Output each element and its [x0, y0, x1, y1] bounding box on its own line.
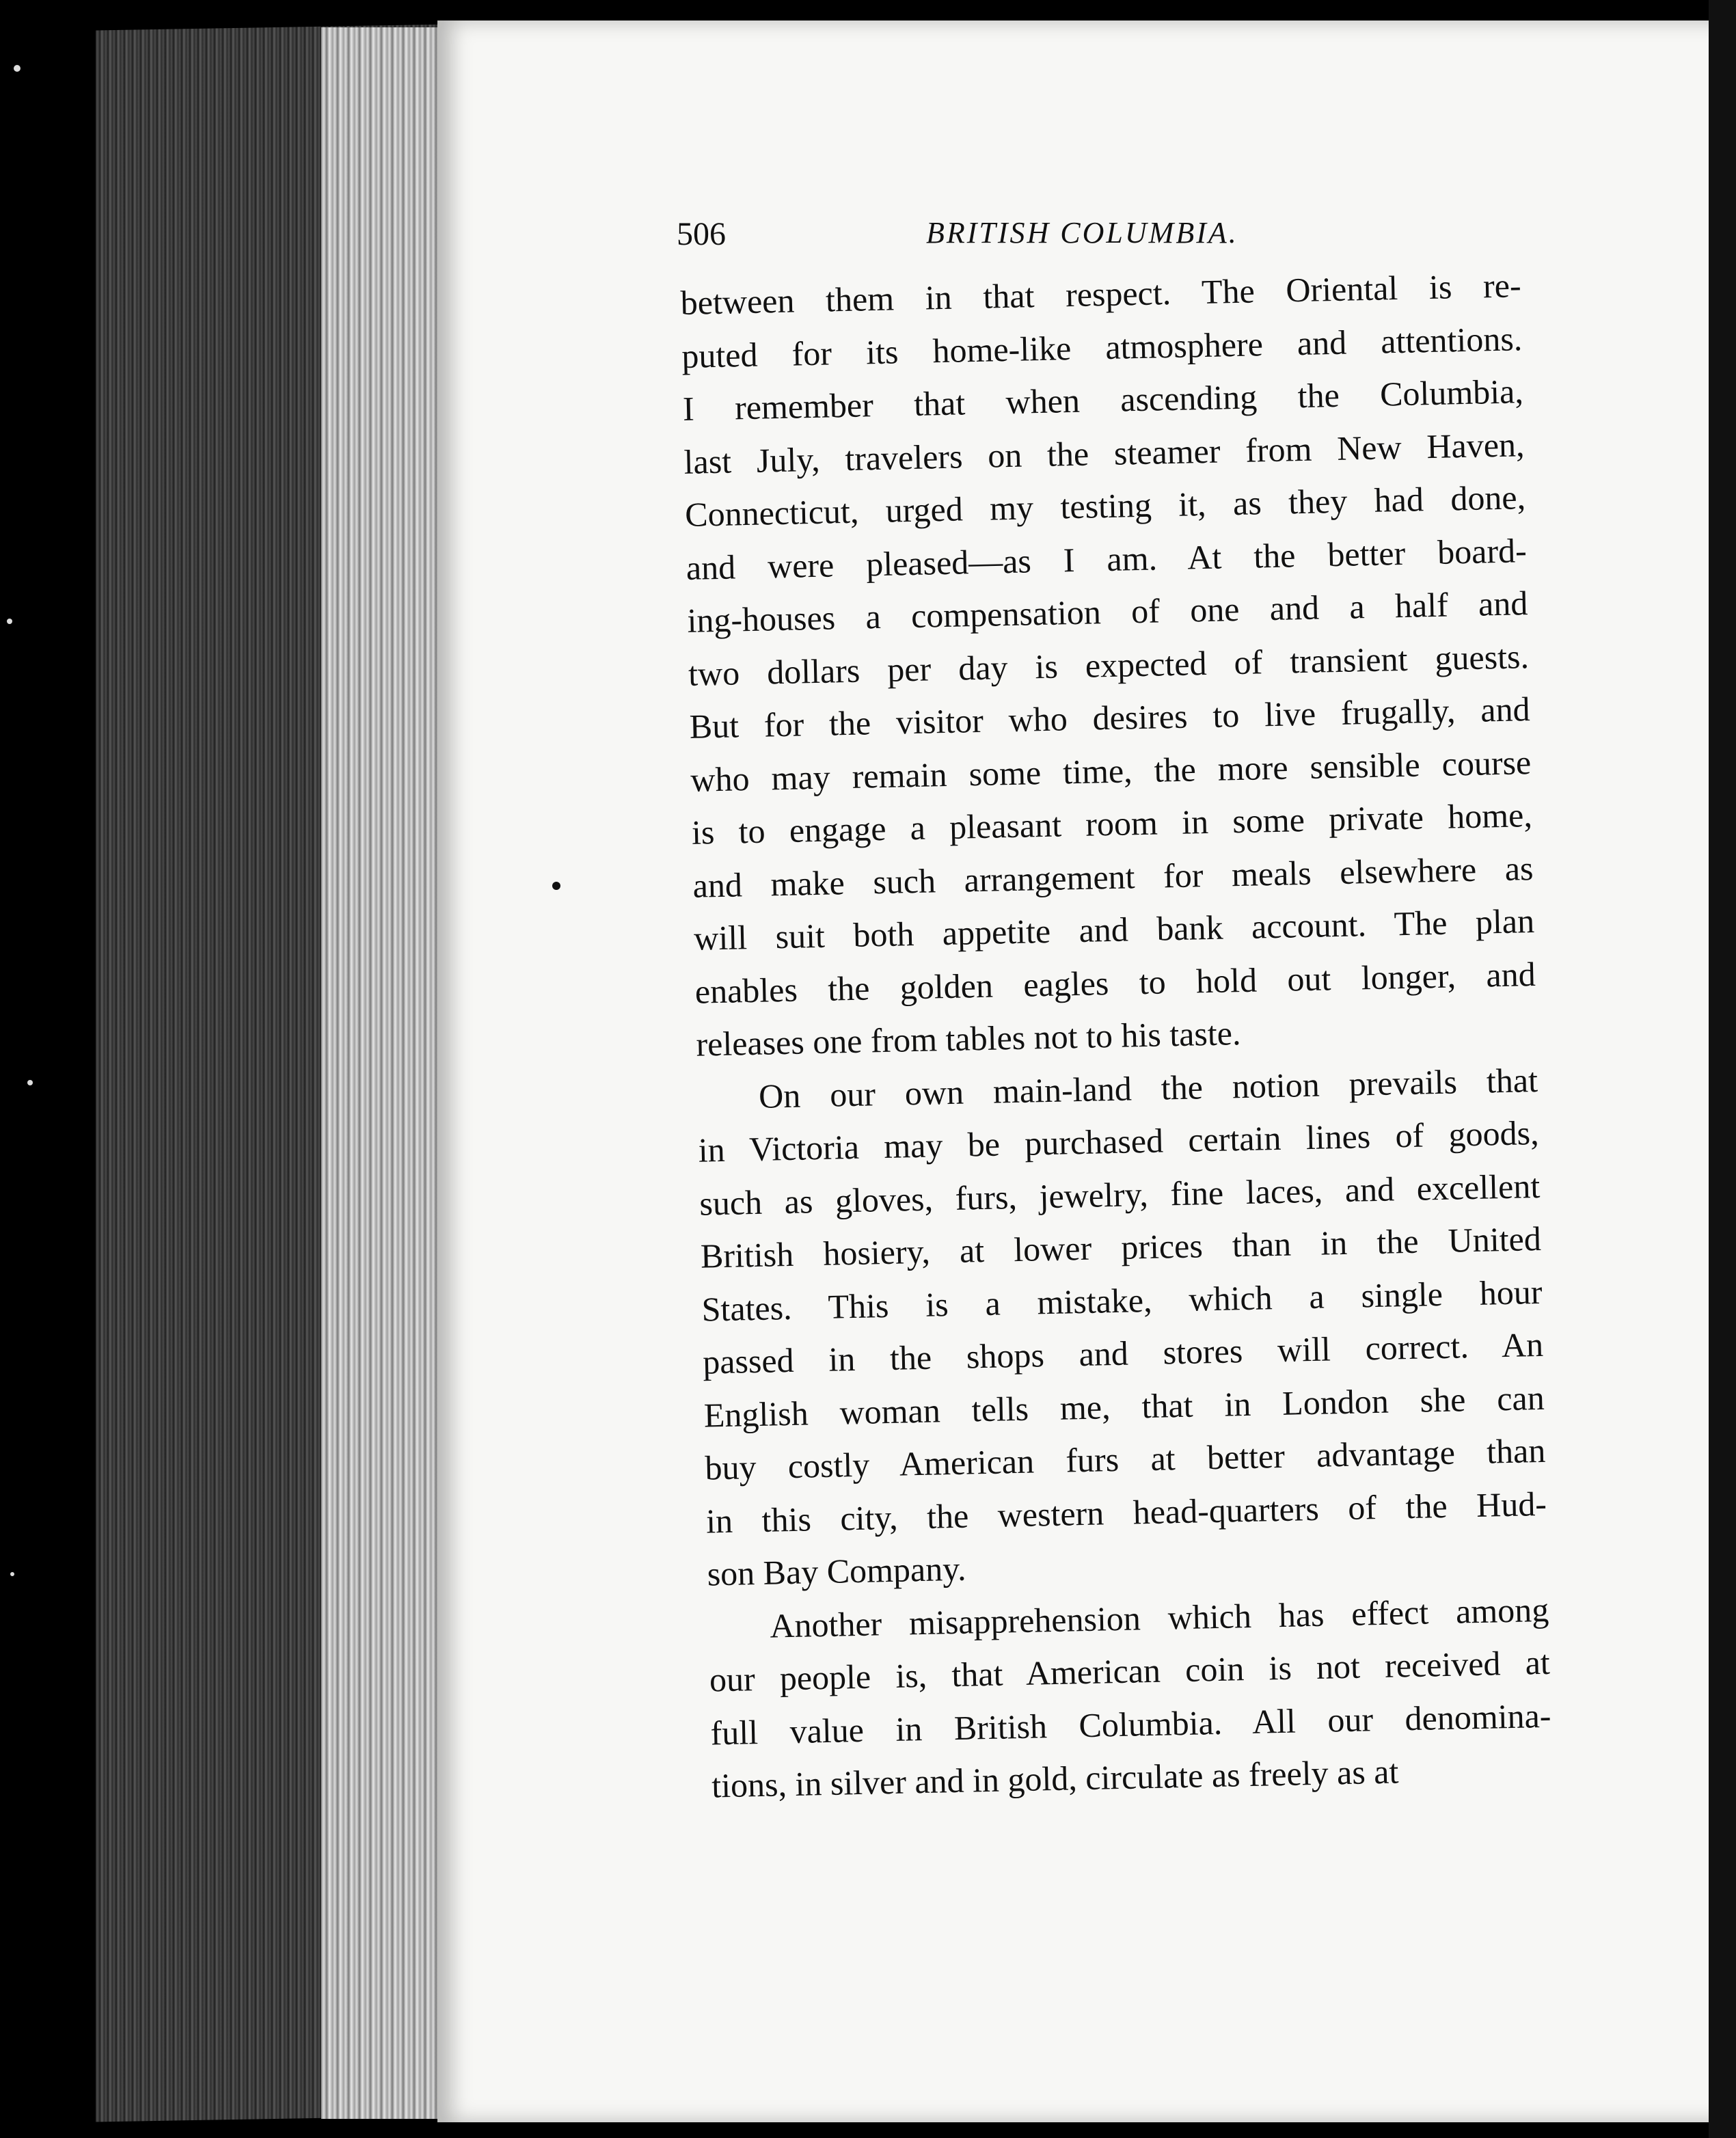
text-line: States. This is a mistake, which a single hour [701, 1272, 1543, 1329]
text-line: two dollars per day is expected of transient guests. [688, 636, 1530, 693]
text-line: Another misapprehension which has effect among [769, 1590, 1549, 1645]
text-line: ing-houses a compensation of one and a half and [686, 584, 1528, 640]
text-line: in Victoria may be purchased certain lines of goods, [698, 1113, 1540, 1169]
text-line: son Bay Company. [707, 1549, 966, 1593]
dust-speck [27, 1080, 33, 1085]
text-line: such as gloves, furs, jewelry, fine laces, and excellent [699, 1166, 1541, 1223]
text-line: British hosiery, at lower prices than in the United [700, 1219, 1542, 1275]
text-line: last July, travelers on the steamer from New Haven, [683, 424, 1525, 481]
text-line: releases one from tables not to his taste. [695, 1014, 1241, 1064]
text-line: who may remain some time, the more sensible course [690, 742, 1532, 799]
text-line: But for the visitor who desires to live frugally, and [689, 690, 1531, 746]
text-line: puted for its home-like atmosphere and attentions. [681, 319, 1523, 375]
running-head: BRITISH COLUMBIA. [926, 216, 1238, 249]
dust-speck [14, 65, 21, 72]
text-line: and make such arrangement for meals elsewhere as [692, 848, 1534, 905]
text-line: between them in that respect. The Oriental is re- [680, 266, 1522, 322]
dust-speck [7, 619, 12, 624]
text-line: I remember that when ascending the Columbia, [682, 372, 1524, 428]
dust-speck [10, 1572, 14, 1576]
text-line: is to engage a pleasant room in some private home, [691, 796, 1533, 852]
text-line: in this city, the western head-quarters of the Hud- [705, 1484, 1547, 1541]
text-line: our people is, that American coin is not received at [709, 1642, 1551, 1699]
page-number: 506 [677, 216, 726, 252]
book-page-edges-light [321, 27, 451, 2119]
text-line: enables the golden eagles to hold out longer, and [694, 954, 1536, 1011]
text-line: passed in the shops and stores will correct. An [702, 1325, 1544, 1381]
text-line: buy costly American furs at better advantage than [704, 1431, 1546, 1487]
body-text [680, 259, 1573, 1813]
text-line: tions, in silver and in gold, circulate as freely as at [711, 1752, 1399, 1805]
text-line: English woman tells me, that in London she can [703, 1378, 1545, 1435]
scan-right-border [1709, 0, 1736, 2138]
text-line: On our own main-land the notion prevails that [758, 1060, 1538, 1115]
text-line: Connecticut, urged my testing it, as they had done, [684, 478, 1526, 534]
ink-speck [552, 882, 560, 890]
text-line: will suit both appetite and bank account. The plan [693, 902, 1535, 958]
text-line: and were pleased—as I am. At the better board- [686, 530, 1528, 587]
text-line: full value in British Columbia. All our denomina- [710, 1696, 1551, 1753]
